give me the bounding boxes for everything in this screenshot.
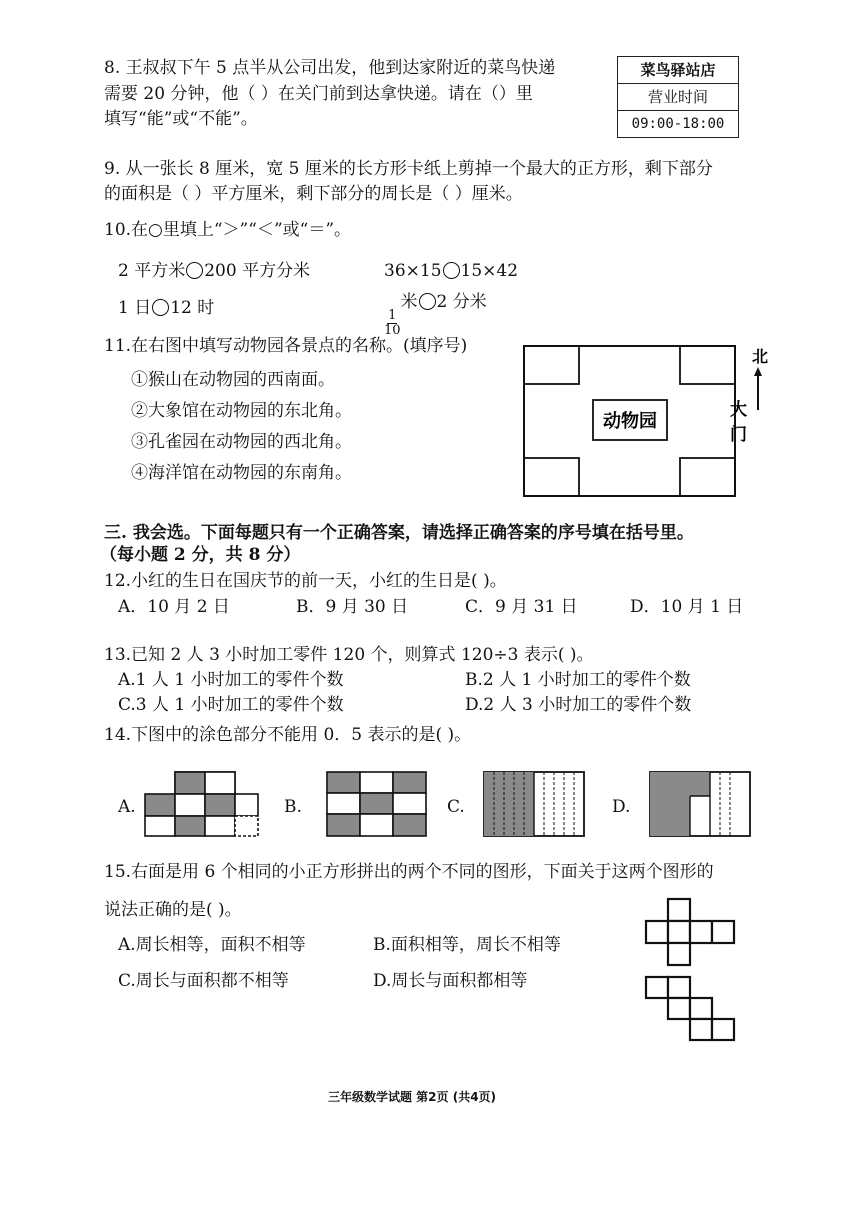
station-hours-box — [617, 56, 739, 138]
north-label: 北 — [752, 347, 769, 366]
q10-compare-c — [118, 298, 214, 318]
q13-option-d: D.2 人 3 小时加工的零件个数 — [465, 695, 692, 715]
q10-b-left: 36×15 — [384, 261, 442, 281]
q10-c-right: 12 时 — [170, 298, 215, 318]
q11-stem: 11.在右图中填写动物园各景点的名称。(填序号) — [104, 336, 468, 356]
q11-item-2: ②大象馆在动物园的东北角。 — [131, 401, 352, 421]
zoo-map — [520, 340, 780, 502]
zoo-label: 动物园 — [603, 411, 657, 432]
fraction-denominator: 10 — [384, 323, 401, 338]
q13-option-a: A.1 人 1 小时加工的零件个数 — [118, 670, 344, 690]
q11-item-1: ①猴山在动物园的西南面。 — [131, 370, 335, 390]
q13-option-b: B.2 人 1 小时加工的零件个数 — [465, 670, 691, 690]
q8-line1: 8. 王叔叔下午 5 点半从公司出发，他到达家附近的菜鸟快递 — [104, 58, 556, 78]
q10-compare-b — [384, 261, 518, 281]
q14-label-d: D. — [612, 797, 631, 817]
q12-stem: 12.小红的生日在国庆节的前一天，小红的生日是( )。 — [104, 571, 507, 591]
q14-label-b: B. — [284, 797, 302, 817]
q15-option-a: A.周长相等，面积不相等 — [118, 935, 306, 955]
q11-item-3: ③孔雀园在动物园的西北角。 — [131, 432, 352, 452]
map-slot-ne — [680, 346, 735, 384]
station-name: 菜鸟驿站店 — [618, 57, 738, 84]
q13-option-c: C.3 人 1 小时加工的零件个数 — [118, 695, 344, 715]
page-footer: 三年级数学试题 第2页 (共4页) — [328, 1090, 497, 1104]
q14-figure-a — [143, 770, 263, 838]
q14-figure-b — [325, 770, 429, 838]
q14-figure-d — [648, 770, 752, 838]
section3-sub: （每小题 2 分，共 8 分） — [100, 545, 301, 565]
q8-line3: 填写“能”或“不能”。 — [104, 109, 258, 129]
q9-line2: 的面积是（ ）平方厘米，剩下部分的周长是（ ）厘米。 — [104, 184, 523, 204]
q15-option-b: B.面积相等，周长不相等 — [373, 935, 561, 955]
q10-compare-d — [384, 292, 487, 338]
fraction — [384, 309, 401, 338]
q10-c-left: 1 日 — [118, 298, 152, 318]
compare-circle-icon — [419, 293, 436, 310]
q14-label-c: C. — [447, 797, 465, 817]
map-slot-sw — [524, 458, 579, 496]
compare-circle-icon — [152, 299, 169, 316]
compare-circle-icon — [186, 262, 203, 279]
q14-label-a: A. — [118, 797, 136, 817]
fraction-numerator: 1 — [388, 308, 397, 323]
gate-label-2: 门 — [730, 425, 747, 445]
q10-a-right: 200 平方分米 — [204, 261, 311, 281]
q11-item-4: ④海洋馆在动物园的东南角。 — [131, 463, 352, 483]
compare-circle-icon — [443, 262, 460, 279]
q15-line1: 15.右面是用 6 个相同的小正方形拼出的两个不同的图形，下面关于这两个图形的 — [104, 862, 714, 882]
q10-a-left: 2 平方米 — [118, 261, 186, 281]
q10-d-unit: 米 — [400, 292, 418, 312]
q10-d-right: 2 分米 — [436, 292, 487, 312]
q12-option-c: C．9 月 31 日 — [465, 597, 578, 617]
q9-line1: 9. 从一张长 8 厘米，宽 5 厘米的长方形卡纸上剪掉一个最大的正方形，剩下部分 — [104, 159, 713, 179]
hours-label: 营业时间 — [618, 84, 738, 111]
hours-value: 09:00-18:00 — [631, 116, 725, 132]
q10-compare-a — [118, 261, 310, 281]
q12-option-a: A．10 月 2 日 — [118, 597, 230, 617]
q15-option-d: D.周长与面积都相等 — [373, 971, 528, 991]
q10-stem: 10.在○里填上“＞”“＜”或“＝”。 — [104, 220, 352, 240]
map-slot-nw — [524, 346, 579, 384]
q10-b-right: 15×42 — [460, 261, 519, 281]
q12-option-d: D．10 月 1 日 — [630, 597, 744, 617]
q8-line2: 需要 20 分钟，他（ ）在关门前到达拿快递。请在（）里 — [104, 84, 533, 104]
section3-heading: 三. 我会选。下面每题只有一个正确答案，请选择正确答案的序号填在括号里。 — [104, 523, 694, 543]
gate-label-1: 大 — [730, 400, 747, 420]
q14-figure-c — [482, 770, 586, 838]
q12-option-b: B．9 月 30 日 — [296, 597, 409, 617]
map-slot-se — [680, 458, 735, 496]
q15-shape-2 — [644, 975, 744, 1043]
q13-stem: 13.已知 2 人 3 小时加工零件 120 个，则算式 120÷3 表示( )。 — [104, 645, 594, 665]
q15-option-c: C.周长与面积都不相等 — [118, 971, 289, 991]
q14-stem: 14.下图中的涂色部分不能用 0．5 表示的是( )。 — [104, 725, 472, 745]
q15-shape-1 — [644, 897, 744, 969]
q15-line2: 说法正确的是( )。 — [104, 900, 242, 920]
